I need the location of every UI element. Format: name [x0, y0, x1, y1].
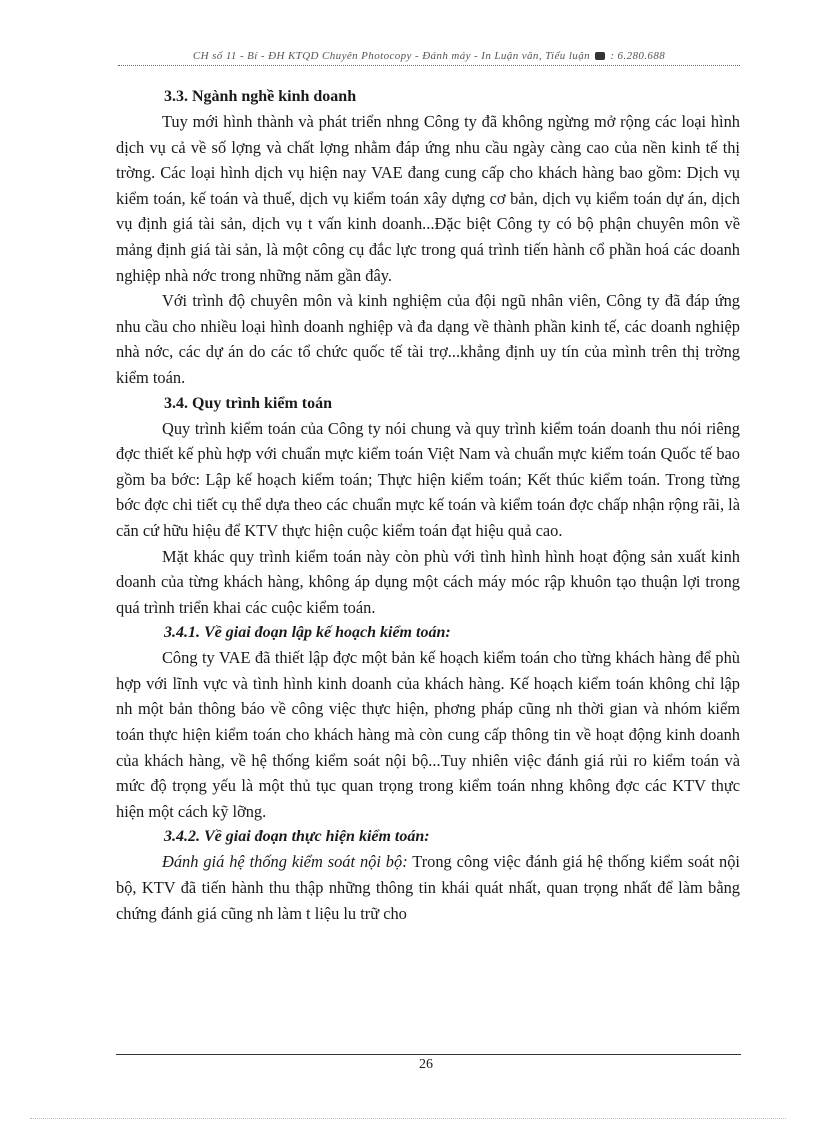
page-number: 26 — [419, 1057, 433, 1072]
paragraph-lead: Đánh giá hệ thống kiểm soát nội bộ: — [162, 852, 408, 872]
footer-divider — [116, 1054, 741, 1055]
subsection-title: 3.4.1. Về giai đoạn lập kế hoạch kiểm toán: — [164, 624, 451, 642]
paragraph: Quy trình kiểm toán của Công ty nói chung và quy trình kiểm toán doanh thu nói riêng đợc thiết kế phù hợp với chuẩn mực kiểm toán Việt Nam và chuẩn mực kiểm toán Quốc tế bao gồm ba bớc: Lập kế hoạch kiểm toán; Thực hiện kiểm toán; Kết thúc kiểm toán. Trong từng bớc đợc chi tiết cụ thể dựa theo các chuẩn mực kế toán và kiểm toán đợc chấp nhận rộng rãi, là căn cứ hữu hiệu để KTV thực hiện cuộc kiểm toán đạt hiệu quả cao. — [116, 418, 740, 540]
phone-icon — [595, 52, 605, 60]
paragraph: Công ty VAE đã thiết lập đợc một bản kế hoạch kiểm toán cho từng khách hàng để phù hợp với lĩnh vực và tình hình kinh doanh của khách hàng. Kế hoạch kiểm toán không chỉ lập nh một bản thông báo về công việc thực hiện, phơng pháp cũng nh thời gian và nhóm kiểm toán thực hiện kiểm toán cho khách hàng mà còn cung cấp thông tin về hoạt động kinh doanh của khách hàng, về hệ thống kiểm soát nội bộ...Tuy nhiên việc đánh giá rủi ro kiểm toán và mức độ trọng yếu là một thủ tục quan trọng trong kiểm toán nhng không đợc các KTV thực hiện một cách kỹ lỡng. — [116, 648, 740, 821]
paragraph-text: Trong công việc đánh giá hệ thống kiểm soát nội bộ, KTV đã tiến hành thu thập những thông tin khái quát nhất, quan trọng nhất để làm bằng chứng đánh giá cũng nh làm t liệu lu trữ cho — [116, 852, 740, 923]
section-title: 3.4. Quy trình kiểm toán — [164, 394, 333, 412]
paragraph — [116, 849, 740, 926]
paragraph: Với trình độ chuyên môn và kinh nghiệm của đội ngũ nhân viên, Công ty đã đáp ứng nhu cầu cho nhiều loại hình doanh nghiệp và đa dạng về thành phần kinh tế, các doanh nghiệp nhà nớc, các dự án do các tổ chức quốc tế tài trợ...khẳng định uy tín của mình trên thị trờng kiểm toán. — [116, 291, 740, 387]
document-body — [116, 84, 740, 926]
section-title: 3.3. Ngành nghề kinh doanh — [164, 88, 357, 105]
header-phone: : 6.280.688 — [610, 50, 666, 62]
bottom-border — [30, 1118, 786, 1119]
paragraph: Tuy mới hình thành và phát triển nhng Công ty đã không ngừng mở rộng các loại hình dịch vụ cả về số lợng và chất lợng nhằm đáp ứng nhu cầu ngày càng cao của nền kinh tế thị trờng. Các loại hình dịch vụ hiện nay VAE đang cung cấp cho khách hàng bao gồm: Dịch vụ kiểm toán, kế toán và thuế, dịch vụ kiểm toán xây dựng cơ bản, dịch vụ kiểm toán dự án, dịch vụ định giá tài sản, dịch vụ t vấn kinh doanh...Đặc biệt Công ty có bộ phận chuyên môn về mảng định giá tài sản, là một công cụ đắc lực trong quá trình tiến hành cổ phần hoá các doanh nghiệp nhà nớc trong những năm gần đây. — [116, 112, 740, 285]
paragraph: Mặt khác quy trình kiểm toán này còn phù với tình hình hình hoạt động sản xuất kinh doanh của từng khách hàng, không áp dụng một cách máy móc rập khuôn tạo thuận lợi trong quá trình triển khai các cuộc kiểm toán. — [116, 546, 740, 617]
subsection-title: 3.4.2. Về giai đoạn thực hiện kiểm toán: — [164, 828, 430, 846]
page-header — [118, 50, 740, 66]
header-text: CH số 11 - Bí - ĐH KTQD Chuyên Photocopy - Đánh máy - In Luận văn, Tiểu luận — [192, 50, 590, 62]
